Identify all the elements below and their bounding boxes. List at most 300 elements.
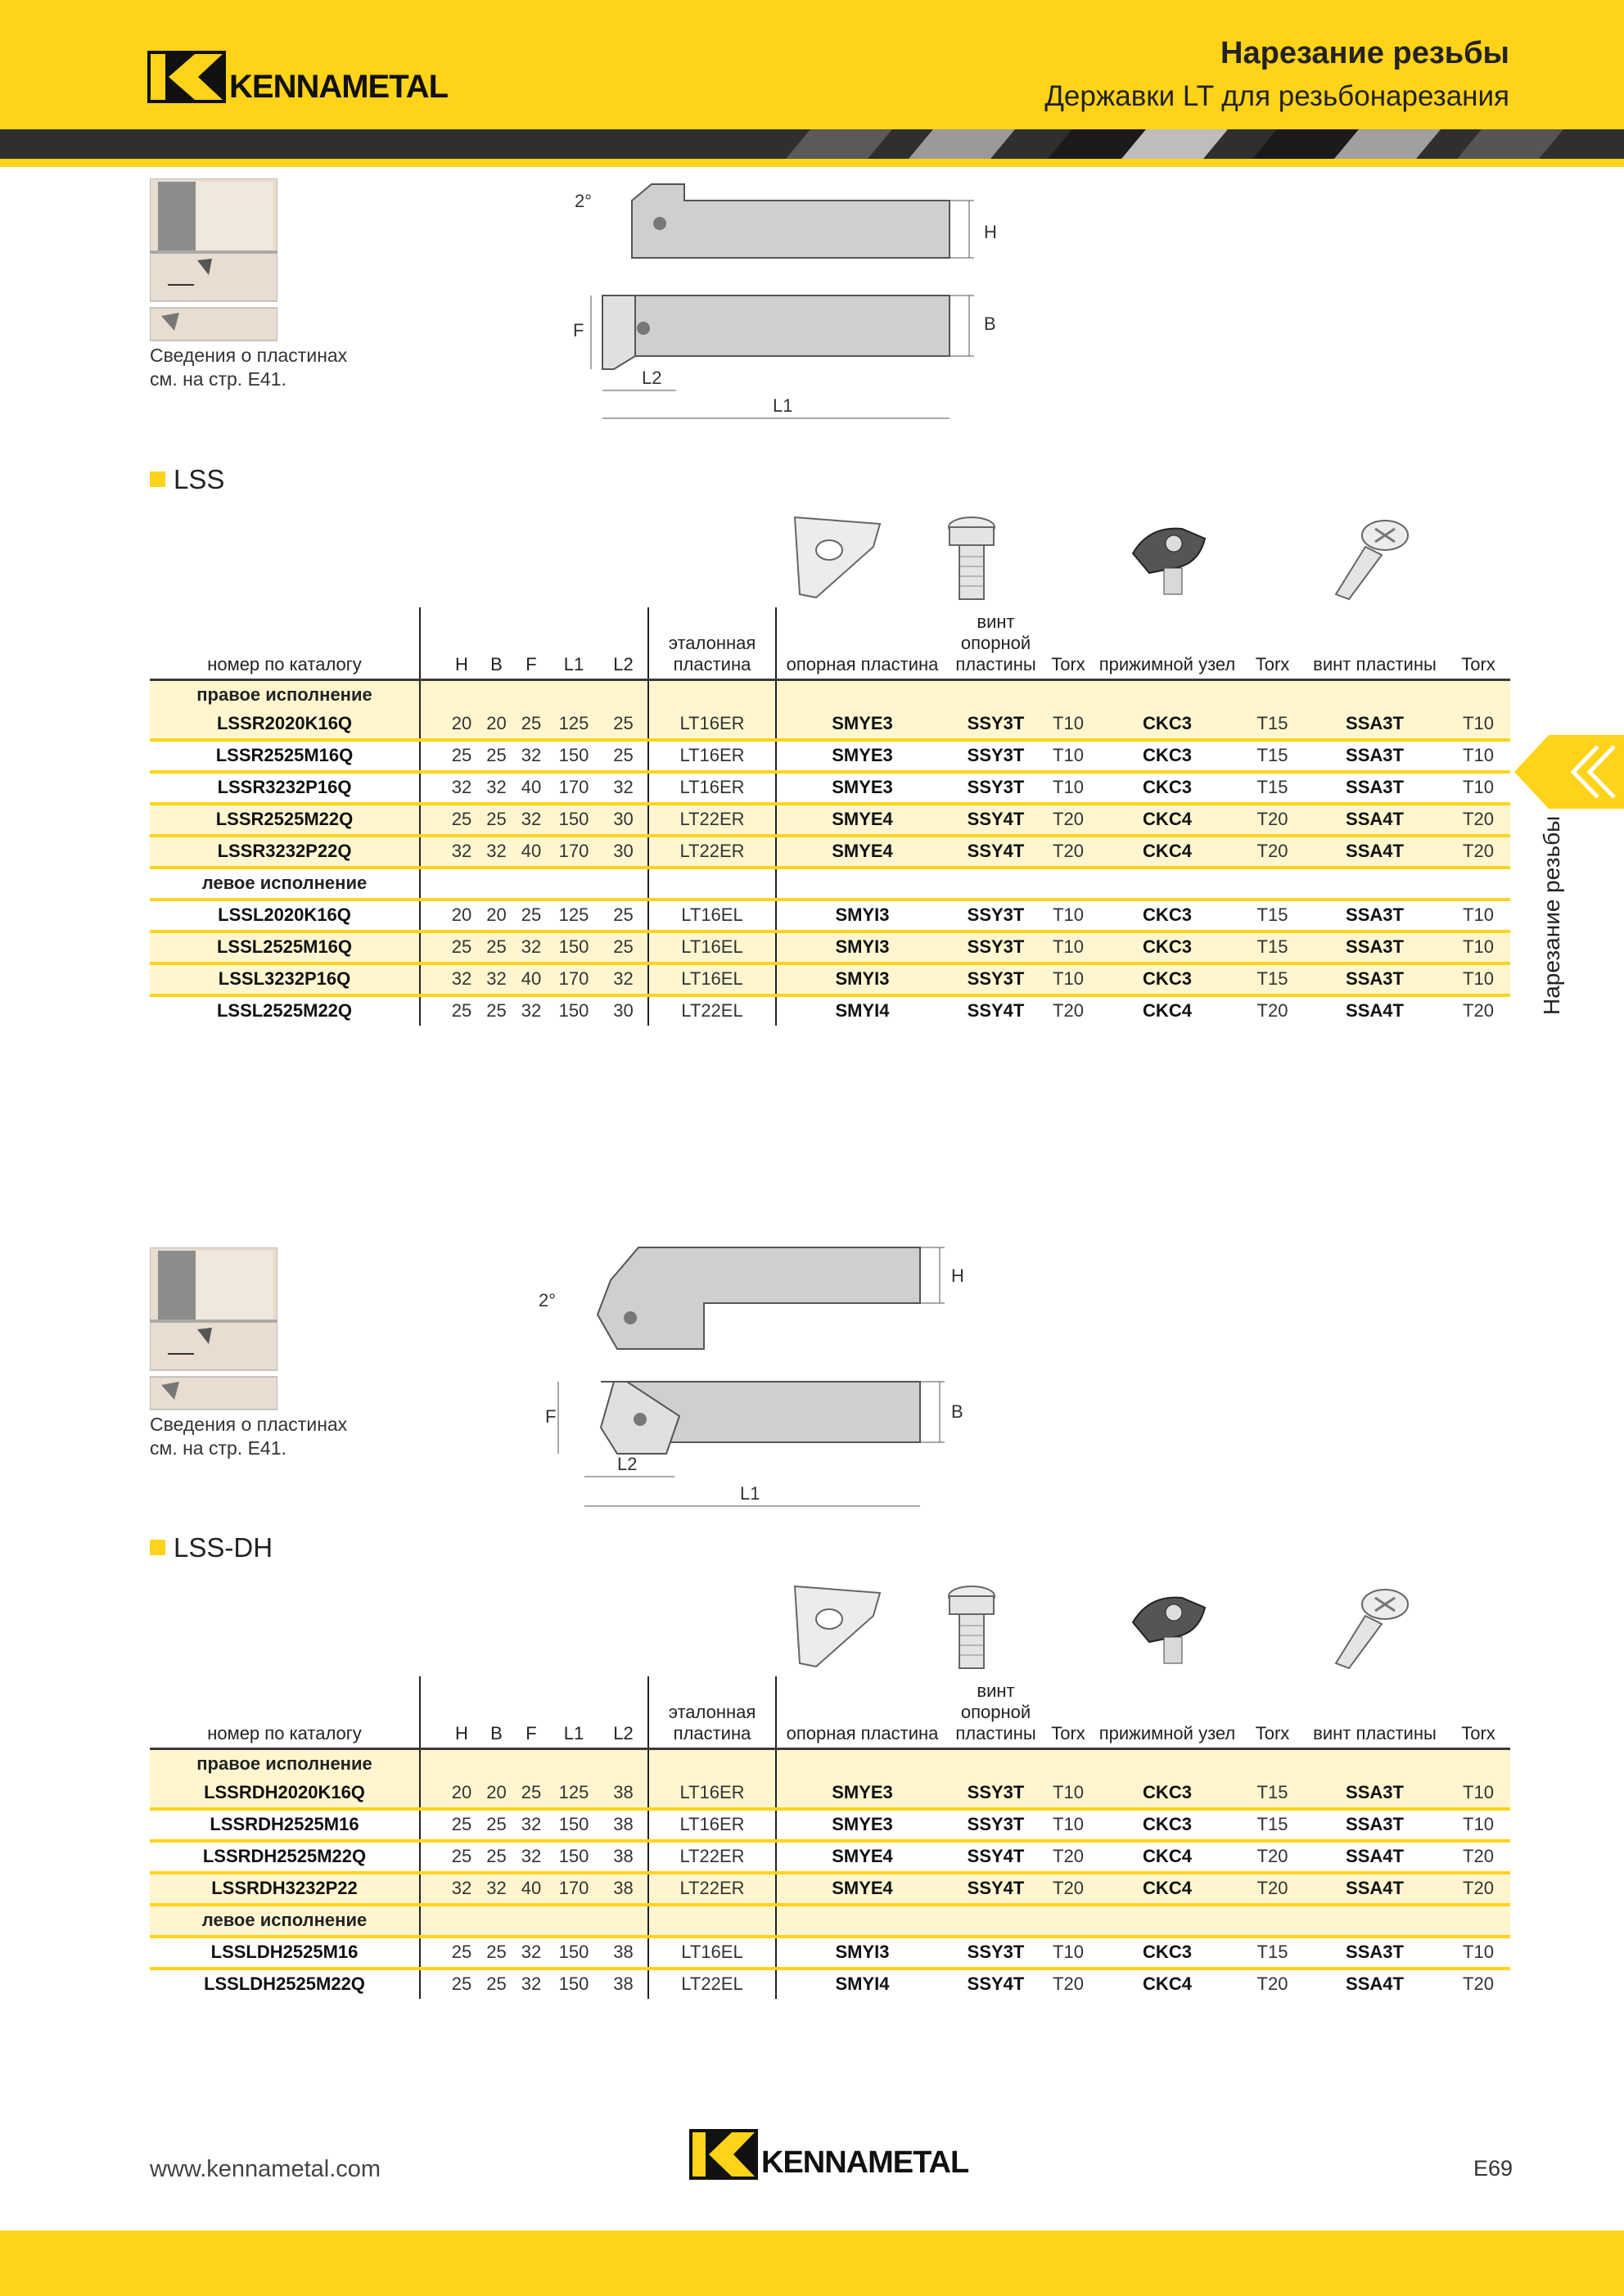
cell-shim: SMYE3 (776, 1809, 948, 1841)
cell-f: 25 (514, 710, 548, 740)
empty-cell (479, 679, 514, 710)
insert-photo-lss-dh (150, 1247, 277, 1411)
cell-h: 25 (444, 1809, 479, 1841)
cell-insert-screw: SSA3T (1303, 963, 1446, 995)
cell-l2: 38 (599, 1969, 648, 1999)
orientation-label: правое исполнение (150, 679, 420, 710)
spec-table-lss (150, 607, 1510, 1026)
col-torx-3: Torx (1446, 1676, 1510, 1748)
col-gauge-insert: эталонная пластина (648, 607, 776, 679)
col-f: F (514, 1676, 548, 1748)
cell-torx: T15 (1242, 900, 1303, 931)
empty-cell (648, 1748, 776, 1779)
cell-l1: 170 (548, 772, 599, 804)
cell-shim-screw: SSY4T (948, 804, 1044, 836)
spacer-cell (420, 1809, 444, 1841)
cell-h: 25 (444, 931, 479, 963)
insert-note-1: Сведения о пластинах см. на стр. E41. (150, 345, 348, 390)
empty-cell (420, 868, 444, 900)
cell-l2: 32 (599, 963, 648, 995)
catalog-number: LSSR3232P16Q (150, 772, 420, 804)
empty-cell (548, 1748, 599, 1779)
cell-torx: T20 (1044, 995, 1093, 1026)
spec-table-lss-dh (150, 1676, 1510, 1999)
col-l1: L1 (548, 607, 599, 679)
cell-l2: 30 (599, 836, 648, 868)
catalog-number: LSSL2525M22Q (150, 995, 420, 1026)
cell-shim: SMYI3 (776, 900, 948, 931)
empty-cell (1446, 1748, 1510, 1779)
col-torx-3: Torx (1446, 607, 1510, 679)
cell-l1: 170 (548, 963, 599, 995)
cell-shim-screw: SSY3T (948, 772, 1044, 804)
empty-cell (1093, 868, 1242, 900)
cell-torx: T20 (1446, 995, 1510, 1026)
empty-cell (514, 1748, 548, 1779)
catalog-number: LSSRDH3232P22 (150, 1873, 420, 1905)
insert-note-2: Сведения о пластинах см. на стр. E41. (150, 1414, 348, 1459)
cell-f: 32 (514, 931, 548, 963)
catalog-number: LSSR2020K16Q (150, 710, 420, 740)
section-marker (150, 471, 165, 487)
row-group (150, 1937, 1510, 1999)
cell-torx: T10 (1044, 900, 1093, 931)
cell-h: 25 (444, 804, 479, 836)
cell-l1: 170 (548, 1873, 599, 1905)
cell-shim: SMYI4 (776, 995, 948, 1026)
empty-cell (648, 1905, 776, 1937)
cell-b: 25 (479, 1969, 514, 1999)
logo-k-icon (147, 51, 226, 103)
cell-b: 25 (479, 1841, 514, 1873)
cell-l1: 150 (548, 1969, 599, 1999)
cell-gauge-insert: LT16ER (648, 772, 776, 804)
cell-insert-screw: SSA4T (1303, 1969, 1446, 1999)
spacer-cell (420, 1969, 444, 1999)
empty-cell (1093, 679, 1242, 710)
dim-f-label: F (545, 1406, 557, 1427)
cell-b: 25 (479, 931, 514, 963)
shim-icon (788, 1583, 886, 1671)
catalog-number: LSSLDH2525M16 (150, 1937, 420, 1969)
cell-torx: T10 (1044, 1779, 1093, 1809)
empty-cell (1093, 1905, 1242, 1937)
dim-l1-label: L1 (740, 1483, 760, 1504)
cell-shim: SMYI3 (776, 1937, 948, 1969)
cell-torx: T15 (1242, 1937, 1303, 1969)
cell-clamp: CKC3 (1093, 1809, 1242, 1841)
cell-shim-screw: SSY3T (948, 710, 1044, 740)
cell-clamp: CKC4 (1093, 1969, 1242, 1999)
orientation-label: левое исполнение (150, 1905, 420, 1937)
empty-cell (514, 1905, 548, 1937)
cell-h: 25 (444, 1841, 479, 1873)
cell-l2: 25 (599, 900, 648, 931)
cell-shim: SMYE4 (776, 1841, 948, 1873)
cell-shim: SMYI3 (776, 963, 948, 995)
cell-shim-screw: SSY3T (948, 900, 1044, 931)
cell-shim: SMYI4 (776, 1969, 948, 1999)
cell-torx: T20 (1446, 836, 1510, 868)
cell-b: 32 (479, 836, 514, 868)
cell-torx: T10 (1446, 1937, 1510, 1969)
cell-clamp: CKC4 (1093, 1873, 1242, 1905)
table-header-row (150, 607, 1510, 679)
cell-f: 32 (514, 1809, 548, 1841)
table-row (150, 900, 1510, 931)
cell-torx: T20 (1242, 1873, 1303, 1905)
table-row (150, 931, 1510, 963)
cell-torx: T10 (1446, 1779, 1510, 1809)
empty-cell (776, 1905, 948, 1937)
catalog-number: LSSR3232P22Q (150, 836, 420, 868)
stripe-pattern (0, 129, 1624, 159)
cell-h: 25 (444, 1969, 479, 1999)
empty-cell (599, 679, 648, 710)
cell-gauge-insert: LT16ER (648, 710, 776, 740)
col-shim: опорная пластина (776, 1676, 948, 1748)
col-b: B (479, 1676, 514, 1748)
table-row (150, 804, 1510, 836)
cell-f: 32 (514, 804, 548, 836)
col-h: H (444, 607, 479, 679)
table-row (150, 710, 1510, 740)
col-b: B (479, 607, 514, 679)
empty-cell (444, 1748, 479, 1779)
cell-torx: T20 (1044, 804, 1093, 836)
empty-cell (444, 1905, 479, 1937)
cell-b: 25 (479, 740, 514, 772)
cell-clamp: CKC4 (1093, 804, 1242, 836)
cell-shim-screw: SSY3T (948, 1937, 1044, 1969)
cell-b: 20 (479, 900, 514, 931)
cell-l1: 125 (548, 900, 599, 931)
cell-l2: 30 (599, 995, 648, 1026)
dim-angle-label: 2° (575, 191, 593, 211)
cell-l1: 125 (548, 710, 599, 740)
cell-h: 32 (444, 963, 479, 995)
shim-screw-icon (943, 1585, 1000, 1675)
dim-h-label: H (984, 222, 997, 242)
cell-l2: 25 (599, 931, 648, 963)
cell-gauge-insert: LT16EL (648, 1937, 776, 1969)
catalog-number: LSSRDH2525M22Q (150, 1841, 420, 1873)
cell-insert-screw: SSA3T (1303, 900, 1446, 931)
table-row (150, 772, 1510, 804)
cell-gauge-insert: LT16ER (648, 740, 776, 772)
section-title-text: LSS-DH (174, 1532, 273, 1563)
dim-b-label: B (984, 314, 996, 334)
cell-torx: T10 (1044, 710, 1093, 740)
empty-cell (776, 679, 948, 710)
col-l1: L1 (548, 1676, 599, 1748)
cell-l2: 38 (599, 1841, 648, 1873)
table-row (150, 1873, 1510, 1905)
cell-torx: T20 (1044, 1873, 1093, 1905)
cell-shim: SMYE4 (776, 804, 948, 836)
cell-l2: 38 (599, 1779, 648, 1809)
cell-torx: T20 (1446, 804, 1510, 836)
col-h: H (444, 1676, 479, 1748)
cell-h: 20 (444, 900, 479, 931)
empty-cell (1093, 1748, 1242, 1779)
cell-l2: 30 (599, 804, 648, 836)
cell-clamp: CKC3 (1093, 1779, 1242, 1809)
spacer-cell (420, 963, 444, 995)
cell-f: 25 (514, 1779, 548, 1809)
cell-insert-screw: SSA4T (1303, 995, 1446, 1026)
empty-cell (1242, 868, 1303, 900)
cell-shim: SMYE3 (776, 710, 948, 740)
cell-torx: T10 (1446, 900, 1510, 931)
dim-h-label: H (951, 1265, 964, 1286)
header-stripe-band (0, 129, 1624, 159)
clamp-icon (1125, 1590, 1215, 1671)
empty-cell (648, 679, 776, 710)
cell-h: 25 (444, 995, 479, 1026)
cell-f: 40 (514, 1873, 548, 1905)
table-row (150, 740, 1510, 772)
cell-b: 25 (479, 1937, 514, 1969)
empty-cell (479, 868, 514, 900)
cell-torx: T10 (1044, 772, 1093, 804)
dim-l2-label: L2 (642, 368, 662, 388)
group-label-row (150, 1905, 1510, 1937)
cell-shim-screw: SSY3T (948, 1779, 1044, 1809)
cell-h: 25 (444, 1937, 479, 1969)
cell-f: 32 (514, 995, 548, 1026)
table-row (150, 963, 1510, 995)
col-torx-2: Torx (1242, 1676, 1303, 1748)
cell-clamp: CKC3 (1093, 772, 1242, 804)
cell-gauge-insert: LT16EL (648, 900, 776, 931)
empty-cell (1303, 1905, 1446, 1937)
row-group (150, 931, 1510, 995)
table-row (150, 1809, 1510, 1841)
tool-drawing-lss (565, 176, 1007, 426)
cell-l1: 170 (548, 836, 599, 868)
cell-torx: T15 (1242, 963, 1303, 995)
col-torx-1: Torx (1044, 607, 1093, 679)
empty-cell (1303, 1748, 1446, 1779)
empty-cell (1446, 1905, 1510, 1937)
cell-b: 20 (479, 710, 514, 740)
cell-f: 40 (514, 772, 548, 804)
cell-insert-screw: SSA4T (1303, 1841, 1446, 1873)
empty-cell (599, 1748, 648, 1779)
cell-shim-screw: SSY3T (948, 963, 1044, 995)
cell-shim: SMYE3 (776, 772, 948, 804)
cell-clamp: CKC4 (1093, 995, 1242, 1026)
tool-drawing-lss-dh (535, 1244, 994, 1514)
cell-torx: T20 (1242, 804, 1303, 836)
cell-b: 20 (479, 1779, 514, 1809)
cell-l1: 125 (548, 1779, 599, 1809)
col-clamp: прижимной узел (1093, 607, 1242, 679)
row-group (150, 679, 1510, 740)
empty-cell (1044, 868, 1093, 900)
header-underline (0, 159, 1624, 167)
cell-shim-screw: SSY3T (948, 740, 1044, 772)
section-title-text: LSS (174, 464, 225, 494)
dim-l2-label: L2 (617, 1454, 638, 1474)
catalog-number: LSSR2525M22Q (150, 804, 420, 836)
cell-f: 32 (514, 1937, 548, 1969)
spacer-cell (420, 900, 444, 931)
cell-b: 32 (479, 772, 514, 804)
empty-cell (1044, 1748, 1093, 1779)
group-label-row (150, 679, 1510, 710)
cell-insert-screw: SSA4T (1303, 804, 1446, 836)
col-l2: L2 (599, 607, 648, 679)
row-group (150, 1873, 1510, 1937)
cell-l1: 150 (548, 931, 599, 963)
cell-l2: 38 (599, 1873, 648, 1905)
cell-torx: T15 (1242, 931, 1303, 963)
col-f: F (514, 607, 548, 679)
empty-cell (599, 868, 648, 900)
col-gauge-insert: эталонная пластина (648, 1676, 776, 1748)
cell-l2: 38 (599, 1937, 648, 1969)
group-label-row (150, 868, 1510, 900)
catalog-number: LSSRDH2020K16Q (150, 1779, 420, 1809)
cell-h: 25 (444, 740, 479, 772)
catalog-number: LSSL2525M16Q (150, 931, 420, 963)
footer-url[interactable]: www.kennametal.com (150, 2156, 381, 2182)
cell-b: 25 (479, 1809, 514, 1841)
cell-insert-screw: SSA4T (1303, 1873, 1446, 1905)
row-group (150, 868, 1510, 931)
side-tab-label: Нарезание резьбы (1539, 815, 1564, 1015)
dim-b-label: B (951, 1401, 963, 1422)
cell-torx: T10 (1044, 740, 1093, 772)
cell-b: 25 (479, 995, 514, 1026)
spacer-cell (420, 836, 444, 868)
section-title-lss-dh (150, 1532, 273, 1563)
col-shim-screw: винт опорной пластины (948, 607, 1044, 679)
orientation-label: правое исполнение (150, 1748, 420, 1779)
logo-wordmark: KENNAMETAL (761, 2145, 969, 2180)
empty-cell (548, 868, 599, 900)
section-marker (150, 1540, 165, 1555)
cell-clamp: CKC3 (1093, 931, 1242, 963)
row-group (150, 740, 1510, 804)
cell-b: 32 (479, 963, 514, 995)
cell-clamp: CKC3 (1093, 900, 1242, 931)
dim-f-label: F (573, 320, 584, 341)
cell-torx: T10 (1044, 1809, 1093, 1841)
empty-cell (776, 1748, 948, 1779)
col-insert-screw: винт пластины (1303, 1676, 1446, 1748)
cell-f: 32 (514, 1969, 548, 1999)
cell-l1: 150 (548, 1841, 599, 1873)
cell-torx: T15 (1242, 772, 1303, 804)
cell-clamp: CKC3 (1093, 1937, 1242, 1969)
logo-wordmark: KENNAMETAL (229, 69, 449, 105)
cell-torx: T10 (1446, 931, 1510, 963)
empty-cell (648, 868, 776, 900)
cell-shim-screw: SSY4T (948, 1969, 1044, 1999)
cell-clamp: CKC3 (1093, 740, 1242, 772)
cell-torx: T20 (1446, 1841, 1510, 1873)
shim-icon (788, 514, 886, 602)
spacer-cell (420, 804, 444, 836)
table-row (150, 1969, 1510, 1999)
col-torx-1: Torx (1044, 1676, 1093, 1748)
dim-l1-label: L1 (773, 395, 793, 416)
cell-shim: SMYE3 (776, 740, 948, 772)
cell-b: 25 (479, 804, 514, 836)
cell-insert-screw: SSA3T (1303, 740, 1446, 772)
spacer-cell (420, 710, 444, 740)
empty-cell (1044, 679, 1093, 710)
empty-cell (1303, 679, 1446, 710)
empty-cell (479, 1905, 514, 1937)
cell-l1: 150 (548, 995, 599, 1026)
cell-gauge-insert: LT16ER (648, 1809, 776, 1841)
row-group (150, 1809, 1510, 1873)
cell-l2: 32 (599, 772, 648, 804)
empty-cell (948, 1748, 1044, 1779)
cell-gauge-insert: LT16EL (648, 931, 776, 963)
cell-clamp: CKC3 (1093, 963, 1242, 995)
cell-insert-screw: SSA3T (1303, 710, 1446, 740)
cell-l1: 150 (548, 1937, 599, 1969)
col-spacer (420, 607, 444, 679)
cell-shim-screw: SSY3T (948, 1809, 1044, 1841)
cell-l2: 25 (599, 740, 648, 772)
empty-cell (1242, 679, 1303, 710)
empty-cell (479, 1748, 514, 1779)
catalog-number: LSSL3232P16Q (150, 963, 420, 995)
cell-torx: T15 (1242, 1779, 1303, 1809)
shim-screw-icon (943, 516, 1000, 606)
cell-shim-screw: SSY4T (948, 836, 1044, 868)
empty-cell (1303, 868, 1446, 900)
cell-torx: T20 (1044, 1969, 1093, 1999)
empty-cell (444, 679, 479, 710)
page-subtitle: Державки LT для резьбонарезания (1044, 80, 1509, 112)
group-label-row (150, 1748, 1510, 1779)
orientation-label: левое исполнение (150, 868, 420, 900)
empty-cell (1242, 1748, 1303, 1779)
spacer-cell (420, 1873, 444, 1905)
cell-shim: SMYE4 (776, 1873, 948, 1905)
empty-cell (514, 868, 548, 900)
col-spacer (420, 1676, 444, 1748)
cell-gauge-insert: LT22ER (648, 1873, 776, 1905)
row-group (150, 804, 1510, 868)
cell-gauge-insert: LT16ER (648, 1779, 776, 1809)
page-number: E69 (1473, 2156, 1513, 2181)
cell-l1: 150 (548, 740, 599, 772)
spacer-cell (420, 931, 444, 963)
cell-clamp: CKC3 (1093, 710, 1242, 740)
cell-shim: SMYE3 (776, 1779, 948, 1809)
cell-h: 20 (444, 710, 479, 740)
empty-cell (1242, 1905, 1303, 1937)
empty-cell (1044, 1905, 1093, 1937)
cell-gauge-insert: LT22ER (648, 836, 776, 868)
cell-shim: SMYE4 (776, 836, 948, 868)
cell-torx: T15 (1242, 710, 1303, 740)
spacer-cell (420, 740, 444, 772)
table-row (150, 1937, 1510, 1969)
table-row (150, 836, 1510, 868)
cell-torx: T10 (1446, 1809, 1510, 1841)
cell-f: 25 (514, 900, 548, 931)
section-title-lss (150, 464, 224, 495)
